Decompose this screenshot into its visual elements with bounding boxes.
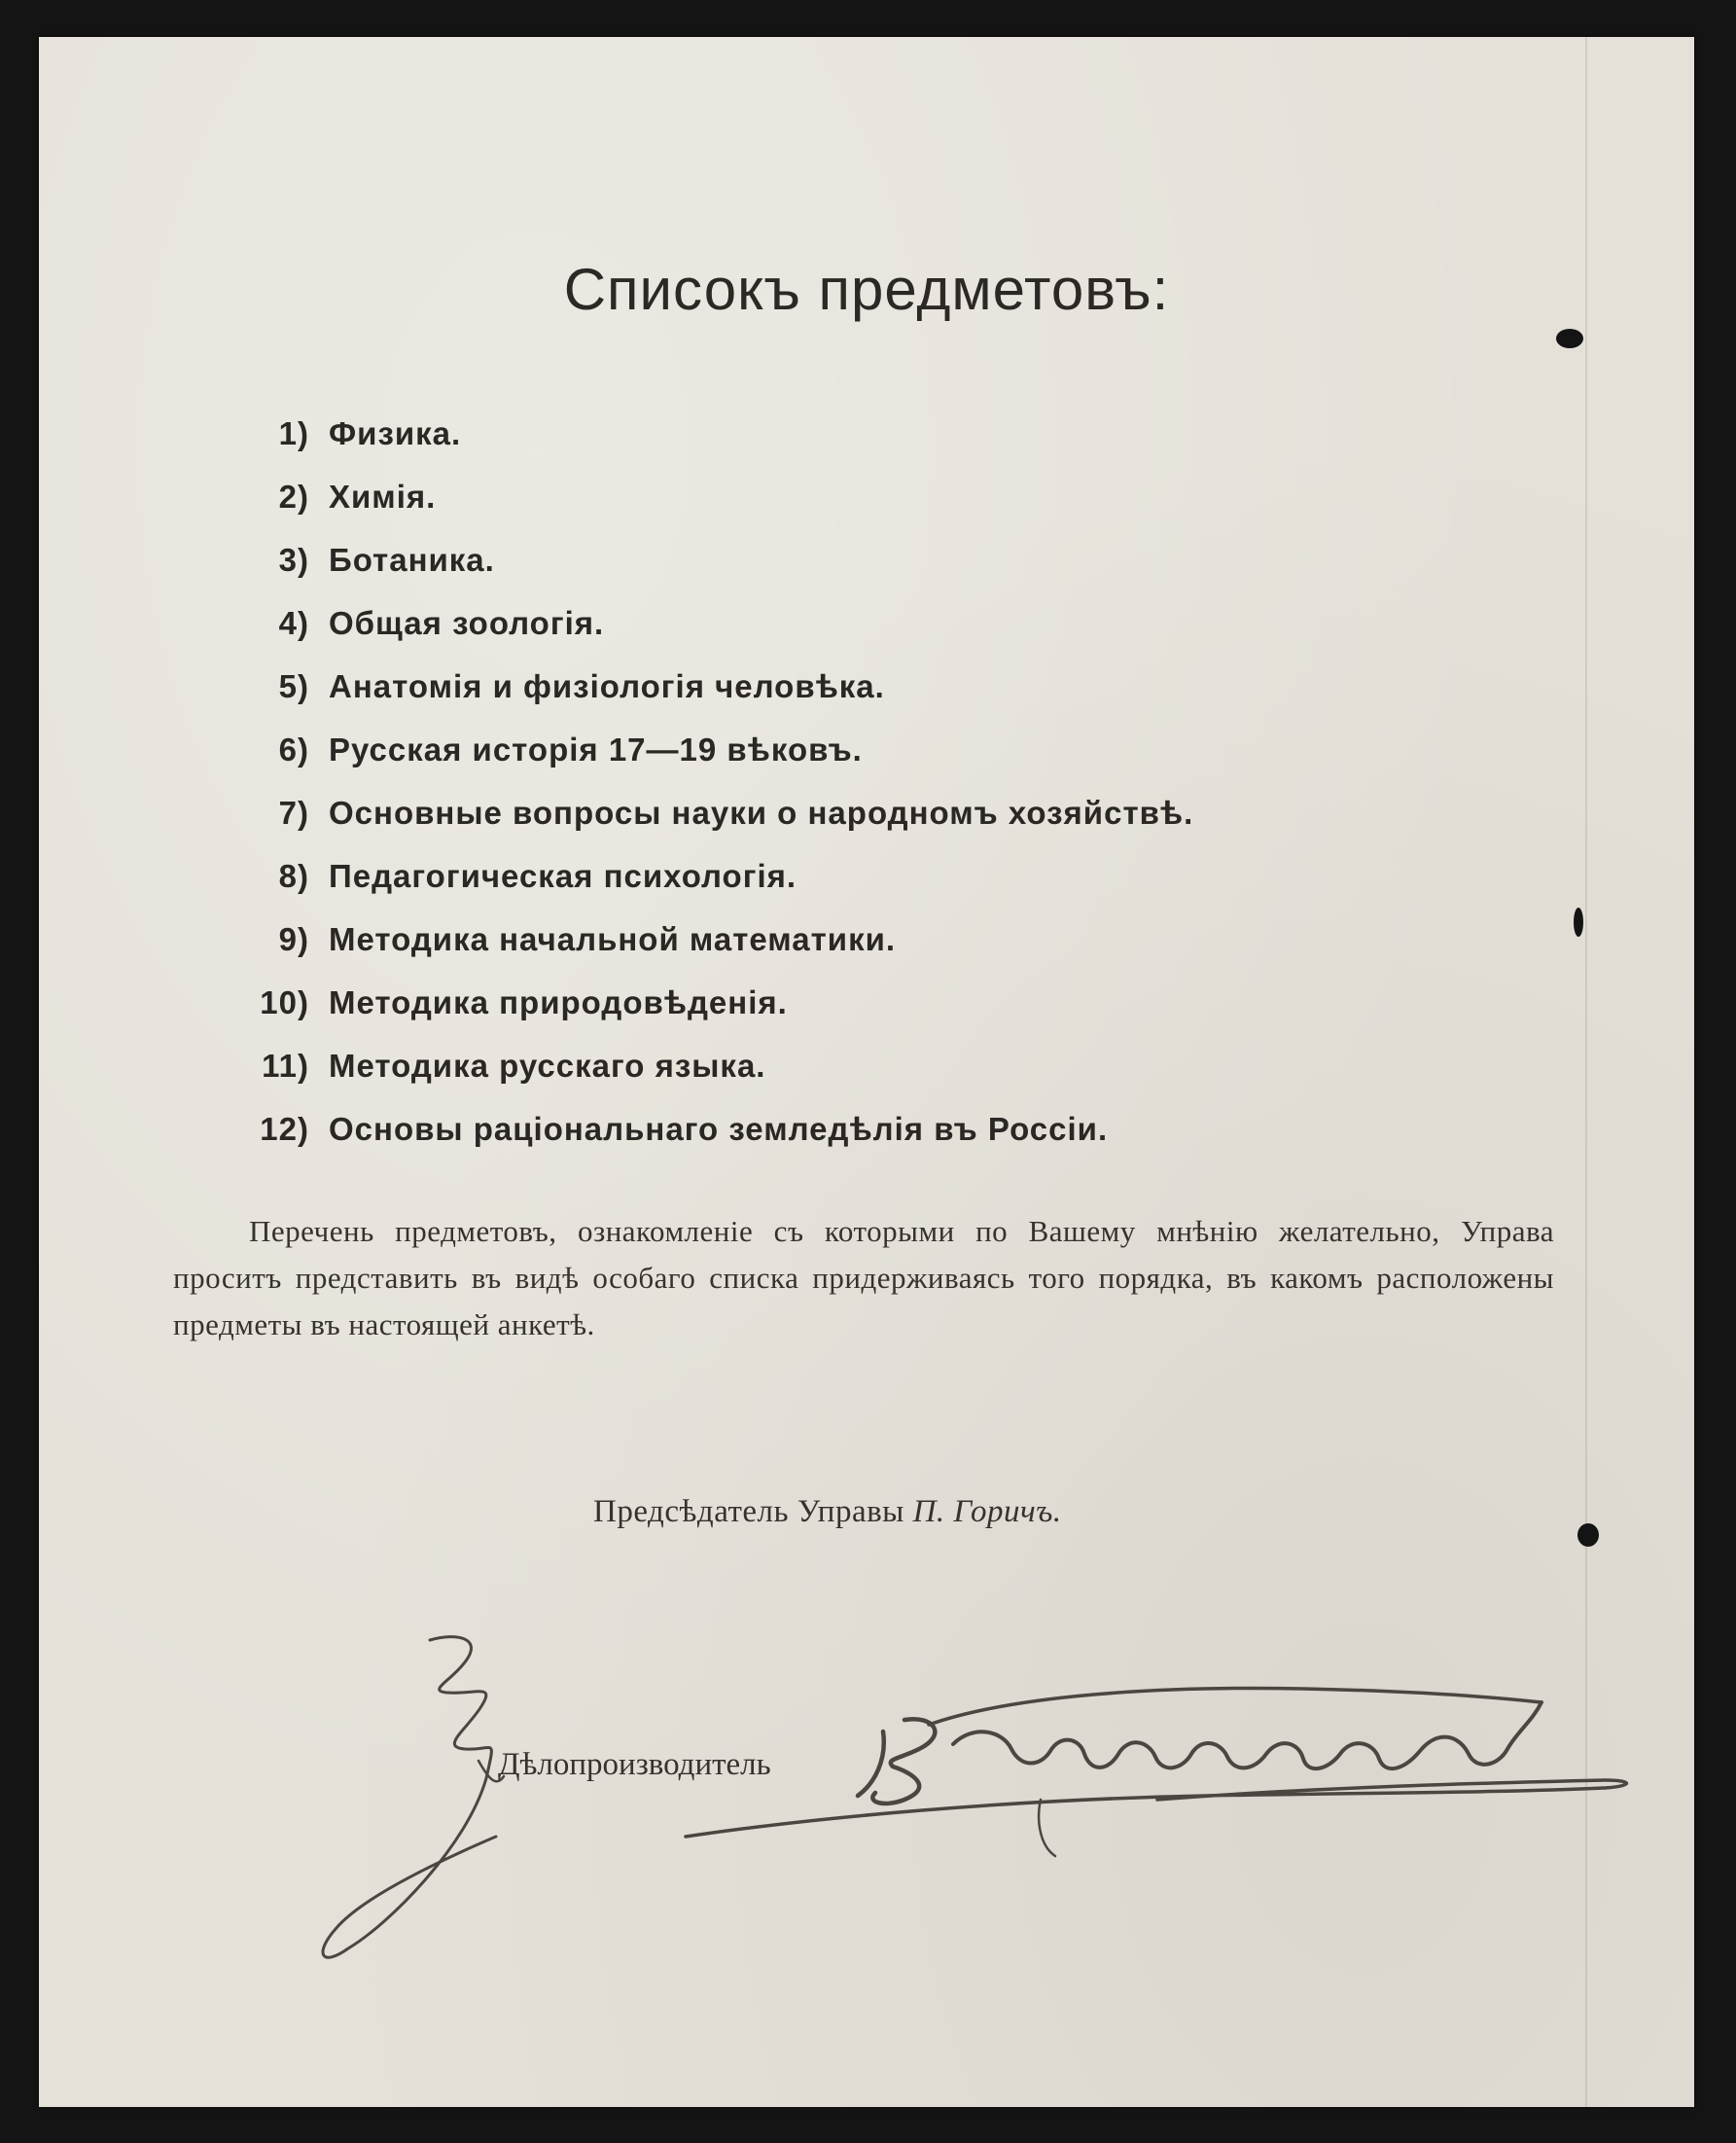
- list-item: [233, 465, 1400, 528]
- item-number: 1): [278, 414, 309, 451]
- list-item: [233, 971, 1400, 1034]
- instruction-paragraph: Перечень предметовъ, ознакомленіе съ которыми по Вашему мнѣнію желательно, Управа проситъ представить въ видѣ особаго списка придерживаясь того порядка, въ какомъ расположены предметы въ настоящей анкетѣ.: [173, 1214, 1554, 1341]
- page-title: Списокъ предметовъ:: [563, 257, 1170, 322]
- item-label: Химія.: [329, 478, 437, 515]
- item-label: Методика начальной математики.: [329, 920, 897, 957]
- item-label: Анатомія и физіологія человѣка.: [329, 667, 885, 704]
- subject-list: [233, 402, 1400, 1161]
- item-label: Основные вопросы науки о народномъ хозяйствѣ.: [329, 794, 1194, 831]
- chairman-label: Предсѣдатель Управы: [593, 1494, 904, 1529]
- document-page: [39, 37, 1694, 2107]
- item-label: Физика.: [329, 414, 462, 451]
- clerk-label: Дѣлопроизводитель: [498, 1747, 771, 1782]
- item-number: 7): [278, 794, 309, 831]
- item-label: Педагогическая психологія.: [329, 857, 797, 894]
- item-number: 9): [278, 920, 309, 957]
- chairman-line: [593, 1494, 1062, 1530]
- item-number: 3): [278, 541, 309, 578]
- item-label: Основы раціональнаго земледѣлія въ Россіи.: [329, 1110, 1109, 1147]
- item-number: 4): [278, 604, 309, 641]
- clerk-signature: [858, 1719, 935, 1804]
- paper-hole: [1556, 329, 1583, 348]
- item-number: 5): [278, 667, 309, 704]
- paper-hole: [1574, 908, 1583, 937]
- list-item: [233, 781, 1400, 844]
- item-label: Ботаника.: [329, 541, 495, 578]
- chairman-name: П. Горичъ.: [912, 1494, 1062, 1529]
- paper-hole: [1577, 1523, 1599, 1547]
- list-item: [233, 908, 1400, 971]
- list-item: [233, 402, 1400, 465]
- list-item: [233, 655, 1400, 718]
- item-label: Общая зоологія.: [329, 604, 605, 641]
- item-label: Русская исторія 17—19 вѣковъ.: [329, 731, 863, 768]
- item-number: 2): [278, 478, 309, 515]
- item-number: 8): [278, 857, 309, 894]
- list-item: [233, 1034, 1400, 1097]
- item-label: Методика природовѣденія.: [329, 983, 788, 1020]
- paper-fold: [1585, 37, 1587, 2107]
- item-number: 6): [278, 731, 309, 768]
- initials-signature: [323, 1637, 496, 1958]
- list-item: [233, 1097, 1400, 1161]
- list-item: [233, 591, 1400, 655]
- item-number: 10): [260, 983, 309, 1020]
- item-label: Методика русскаго языка.: [329, 1047, 766, 1084]
- item-number: 11): [262, 1047, 309, 1084]
- item-number: 12): [260, 1110, 309, 1147]
- list-item: [233, 718, 1400, 781]
- list-item: [233, 844, 1400, 908]
- list-item: [233, 528, 1400, 591]
